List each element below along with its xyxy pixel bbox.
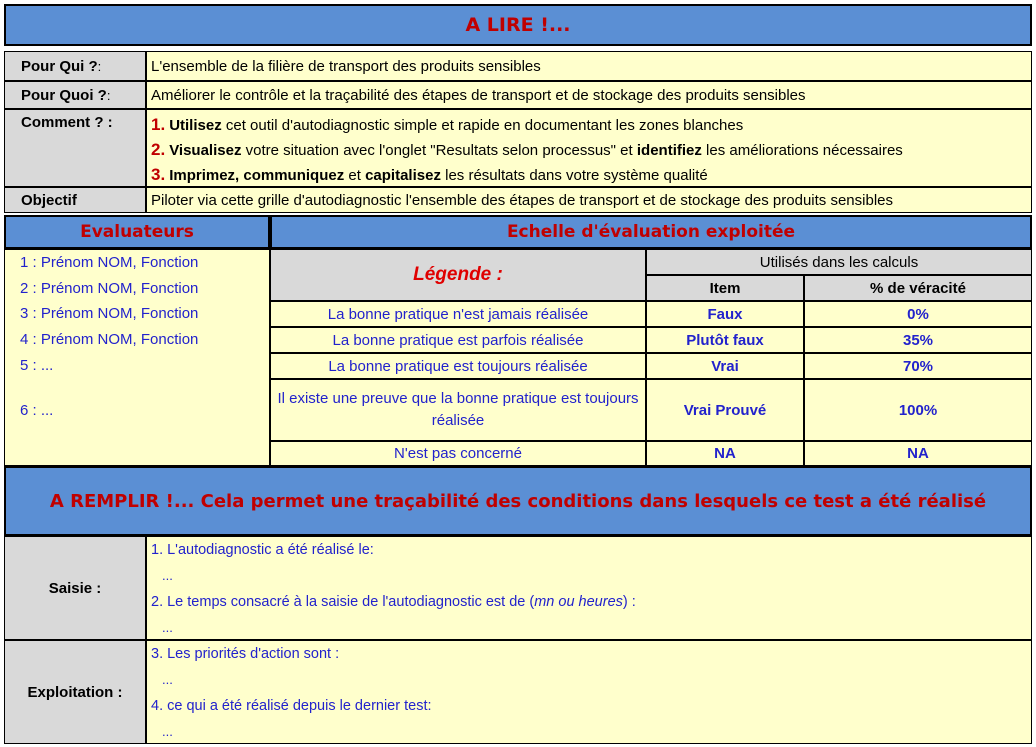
saisie-a2[interactable]: ... [162,620,173,635]
legend-item-5: NA [646,441,804,466]
comment-step-1: 1. Utilisez cet outil d'autodiagnostic simple et rapide en documentant les zones blanches [151,115,744,134]
step-number: 3. [151,165,166,184]
pour-qui-label: Pour Qui ? : [4,51,146,81]
legend-pct-3: 70% [804,353,1032,379]
exploitation-q4: 4. ce qui a été réalisé depuis le dernier test: [151,698,432,714]
legend-desc-4: Il existe une preuve que la bonne pratique est toujours réalisée [270,379,646,441]
legend-pct-2: 35% [804,327,1032,353]
header-bar [4,4,1032,46]
objectif-text[interactable]: Piloter via cette grille d'autodiagnostic l'ensemble des étapes de transport et de stockage des produits sensibles [146,187,1032,213]
evaluateur-1[interactable]: 1 : Prénom NOM, Fonction [20,254,199,271]
exploitation-a3[interactable]: ... [162,672,173,687]
utilises-cell: Utilisés dans les calculs [646,249,1032,275]
comment-step-2: 2. Visualisez votre situation avec l'onglet "Resultats selon processus" et identifiez les améliorations nécessaires [151,140,903,159]
pour-quoi-text[interactable]: Améliorer le contrôle et la traçabilité des étapes de transport et de stockage des produits sensibles [146,81,1032,109]
page-title: A LIRE !... [465,14,571,36]
evaluateur-2[interactable]: 2 : Prénom NOM, Fonction [20,280,199,297]
pour-qui-text[interactable]: L'ensemble de la filière de transport des produits sensibles [146,51,1032,81]
evaluateurs-header: Evaluateurs [4,215,270,249]
legend-item-4: Vrai Prouvé [646,379,804,441]
step-number: 2. [151,140,166,159]
legend-pct-5: NA [804,441,1032,466]
comment-steps[interactable] [146,109,1032,187]
evaluateur-5[interactable]: 5 : ... [20,357,54,374]
evaluateur-3[interactable]: 3 : Prénom NOM, Fonction [20,305,199,322]
echelle-header: Echelle d'évaluation exploitée [270,215,1032,249]
legend-pct-4: 100% [804,379,1032,441]
legend-item-3: Vrai [646,353,804,379]
legend-item-2: Plutôt faux [646,327,804,353]
exploitation-q3: 3. Les priorités d'action sont : [151,646,340,662]
legend-desc-1: La bonne pratique n'est jamais réalisée [270,301,646,327]
objectif-label: Objectif [4,187,146,213]
saisie-q2: 2. Le temps consacré à la saisie de l'autodiagnostic est de (mn ou heures) : [151,594,636,610]
comment-label: Comment ? : [4,109,146,187]
legende-cell: Légende : [270,249,646,301]
evaluateur-6[interactable]: 6 : ... [20,402,54,419]
legend-desc-3: La bonne pratique est toujours réalisée [270,353,646,379]
step-number: 1. [151,115,166,134]
legend-desc-2: La bonne pratique est parfois réalisée [270,327,646,353]
col-item-header: Item [646,275,804,301]
exploitation-a4[interactable]: ... [162,724,173,739]
evaluateur-4[interactable]: 4 : Prénom NOM, Fonction [20,331,199,348]
saisie-q1: 1. L'autodiagnostic a été réalisé le: [151,542,374,558]
col-pct-header: % de véracité [804,275,1032,301]
remplir-header: A REMPLIR !... Cela permet une traçabilité des conditions dans lesquels ce test a été réalisé [4,466,1032,536]
comment-step-3: 3. Imprimez, communiquez et capitalisez les résultats dans votre système qualité [151,165,708,184]
legend-desc-5: N'est pas concerné [270,441,646,466]
saisie-label: Saisie : [4,536,146,640]
legend-pct-1: 0% [804,301,1032,327]
exploitation-label: Exploitation : [4,640,146,744]
pour-quoi-label: Pour Quoi ? : [4,81,146,109]
saisie-a1[interactable]: ... [162,568,173,583]
legend-item-1: Faux [646,301,804,327]
